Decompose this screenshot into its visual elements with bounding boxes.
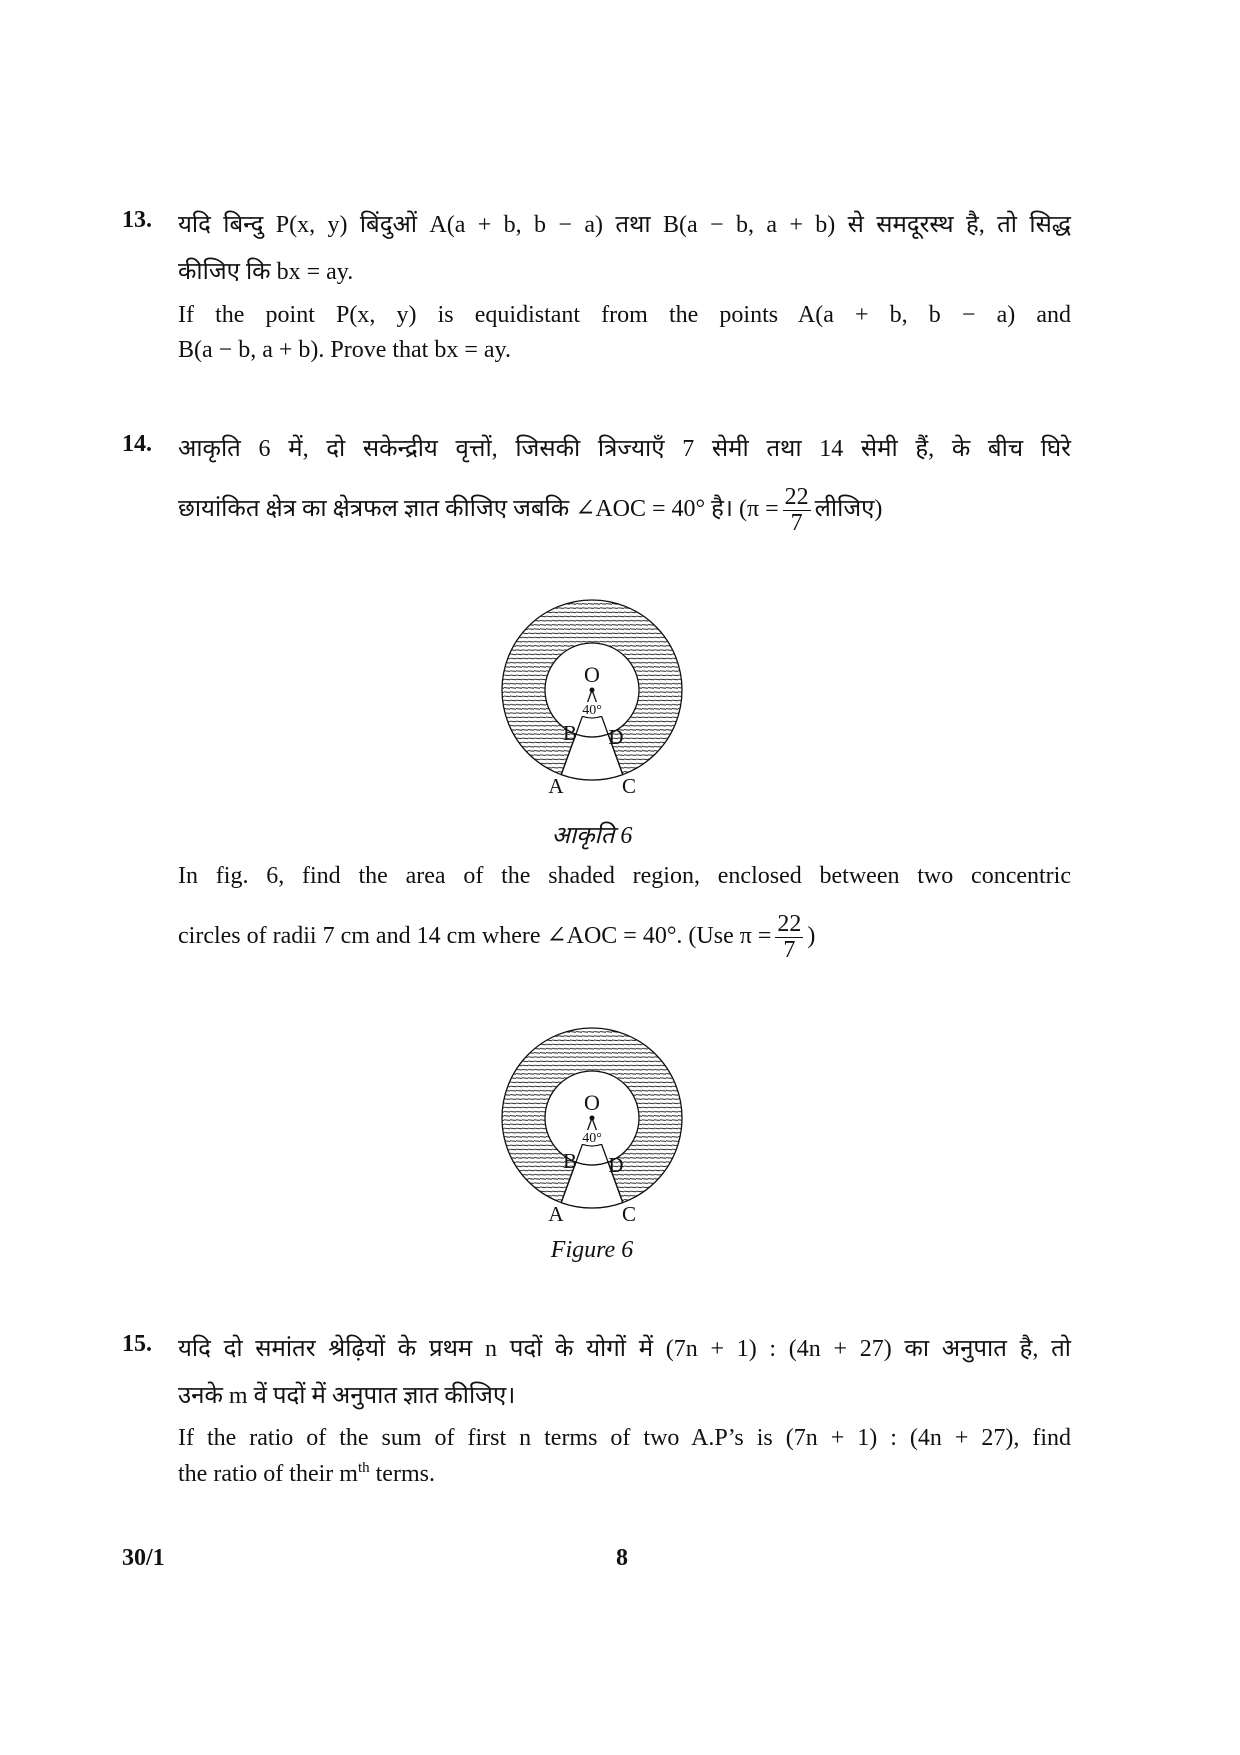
superscript-th: th xyxy=(357,1460,370,1476)
numerator: 22 xyxy=(777,911,802,937)
q15-text: the ratio of their m xyxy=(178,1461,358,1487)
question-number-14: 14. xyxy=(122,431,152,457)
q14-hindi-line-2 xyxy=(178,485,1071,536)
label-D: D xyxy=(608,1153,624,1177)
q14-english-tail: ) xyxy=(807,923,816,950)
paper-code: 30/1 xyxy=(122,1545,165,1571)
label-B: B xyxy=(562,1149,578,1173)
q14-hindi-tail: लीजिए) xyxy=(814,496,883,523)
denominator: 7 xyxy=(783,937,796,964)
q15-hindi-line-2: उनके m वें पदों में अनुपात ज्ञात कीजिए। xyxy=(178,1383,516,1409)
figure-caption-english: Figure 6 xyxy=(550,1237,634,1263)
q14-english-text: circles of radii 7 cm and 14 cm where ∠AOC = 40°. (Use π = xyxy=(178,923,772,950)
pi-fraction-english xyxy=(775,912,803,963)
label-A: A xyxy=(548,774,564,798)
figure-caption-hindi: आकृति 6 xyxy=(551,823,633,849)
q13-hindi-line-2: कीजिए कि bx = ay. xyxy=(178,259,354,285)
label-O: O xyxy=(584,1090,600,1115)
q14-english-line-2 xyxy=(178,912,1071,963)
q13-hindi-line-1: यदि बिन्दु P(x, y) बिंदुओं A(a + b, b − a) तथा B(a − b, a + b) से समदूरस्थ है, तो सिद्ध xyxy=(178,212,1071,238)
label-angle: 40° xyxy=(582,1131,602,1146)
q13-english-line-1: If the point P(x, y) is equidistant from the points A(a + b, b − a) and xyxy=(178,302,1071,328)
label-D: D xyxy=(608,725,624,749)
denominator: 7 xyxy=(790,510,803,537)
numerator: 22 xyxy=(784,484,809,510)
label-angle: 40° xyxy=(582,703,602,718)
figure-6-hindi xyxy=(492,590,692,800)
label-C: C xyxy=(621,774,637,798)
question-number-15: 15. xyxy=(122,1331,152,1357)
pi-fraction xyxy=(783,485,811,536)
question-number-13: 13. xyxy=(122,207,152,233)
q13-english-line-2: B(a − b, a + b). Prove that bx = ay. xyxy=(178,337,511,363)
label-C: C xyxy=(621,1202,637,1226)
label-A: A xyxy=(548,1202,564,1226)
q14-hindi-text: छायांकित क्षेत्र का क्षेत्रफल ज्ञात कीजिए जबकि ∠AOC = 40° है। (π = xyxy=(178,496,779,523)
center-point xyxy=(590,1116,595,1121)
q14-hindi-line-1: आकृति 6 में, दो सकेन्द्रीय वृत्तों, जिसकी त्रिज्याएँ 7 सेमी तथा 14 सेमी हैं, के बीच घिरे xyxy=(178,436,1071,462)
label-O: O xyxy=(584,662,600,687)
q14-english-line-1: In fig. 6, find the area of the shaded region, enclosed between two concentric xyxy=(178,863,1071,889)
q15-text-end: terms. xyxy=(369,1461,435,1487)
q15-english-line-1: If the ratio of the sum of first n terms of two A.P’s is (7n + 1) : (4n + 27), find xyxy=(178,1425,1071,1451)
page-number: 8 xyxy=(616,1545,628,1571)
figure-6-english xyxy=(492,1018,692,1228)
label-B: B xyxy=(562,721,578,745)
q15-english-line-2 xyxy=(178,1460,1071,1488)
q15-hindi-line-1: यदि दो समांतर श्रेढ़ियों के प्रथम n पदों के योगों में (7n + 1) : (4n + 27) का अनुपात है, तो xyxy=(178,1336,1071,1362)
center-point xyxy=(590,688,595,693)
